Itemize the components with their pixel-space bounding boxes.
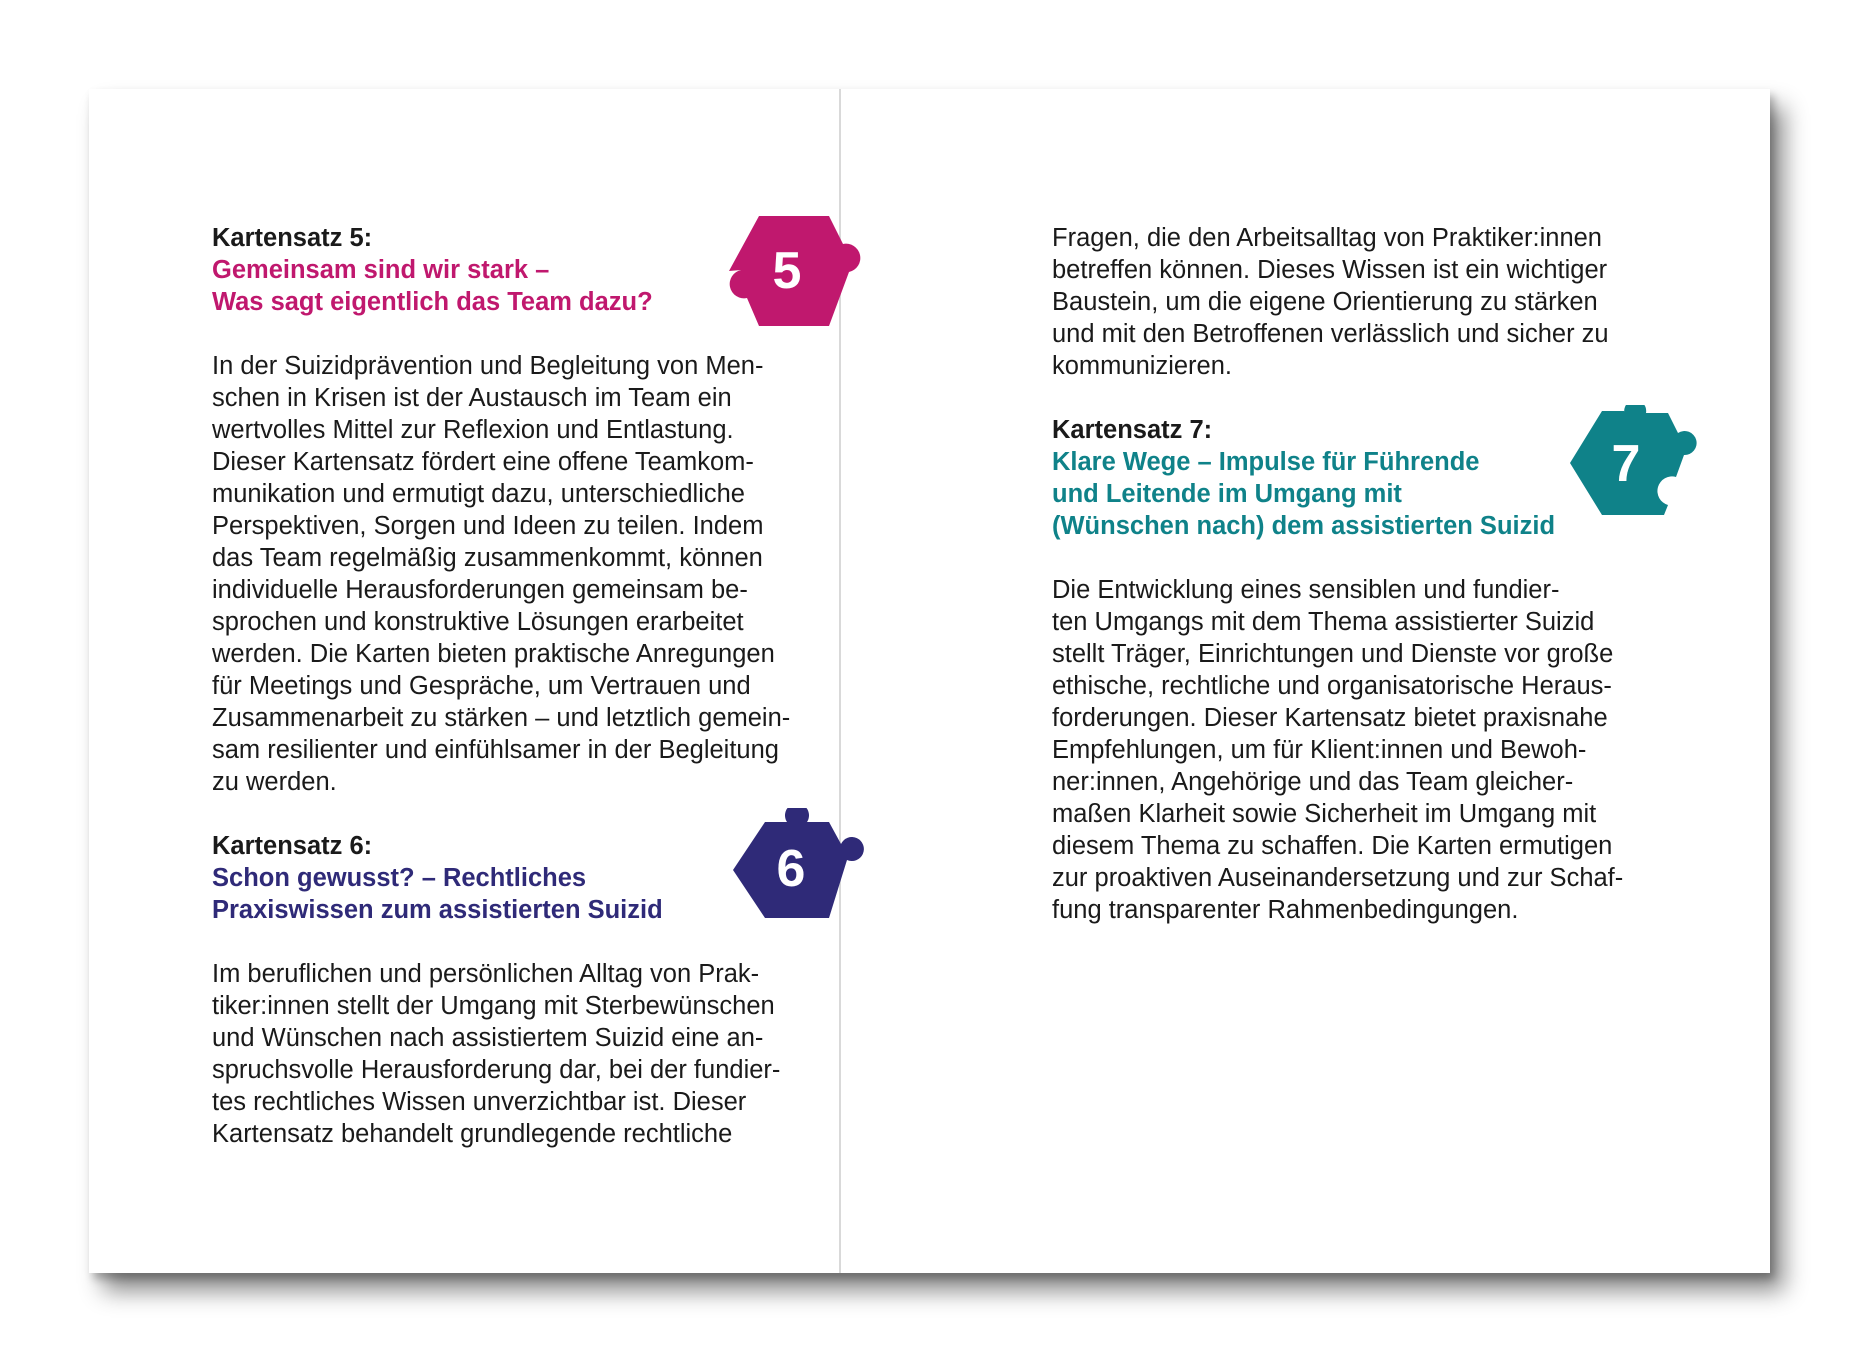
card-set-6-title-line: Praxiswissen zum assistierten Suizid — [212, 896, 663, 924]
body-line: und Wünschen nach assistiertem Suizid eine an- — [212, 1024, 764, 1052]
card-set-7-title-line: (Wünschen nach) dem assistierten Suizid — [1052, 512, 1556, 540]
body-line: sprochen und konstruktive Lösungen erarbeitet — [212, 608, 744, 636]
card-set-5-title-line: Was sagt eigentlich das Team dazu? — [212, 288, 653, 316]
body-line: Dieser Kartensatz fördert eine offene Teamkom- — [212, 448, 754, 476]
body-line: tiker:innen stellt der Umgang mit Sterbewünschen — [212, 992, 775, 1020]
card-set-6-kicker: Kartensatz 6: — [212, 832, 373, 860]
body-line: individuelle Herausforderungen gemeinsam be- — [212, 576, 748, 604]
right-page-column — [1052, 222, 1672, 926]
card-set-5-badge-number: 5 — [772, 242, 802, 300]
body-line: maßen Klarheit sowie Sicherheit im Umgang mit — [1052, 800, 1597, 828]
body-line: werden. Die Karten bieten praktische Anregungen — [212, 640, 775, 668]
card-set-7-title-line: Klare Wege – Impulse für Führende — [1052, 448, 1480, 476]
card-set-6-title-line: Schon gewusst? – Rechtliches — [212, 864, 587, 892]
body-line: fung transparenter Rahmenbedingungen. — [1052, 896, 1519, 924]
body-line: sam resilienter und einfühlsamer in der Begleitung — [212, 736, 779, 764]
card-set-7-badge-number: 7 — [1611, 435, 1641, 493]
card-set-7-kicker: Kartensatz 7: — [1052, 416, 1213, 444]
left-page-column — [212, 222, 812, 1150]
body-line: kommunizieren. — [1052, 352, 1232, 380]
body-line: Im beruflichen und persönlichen Alltag von Prak- — [212, 960, 760, 988]
body-line: Baustein, um die eigene Orientierung zu stärken — [1052, 288, 1598, 316]
card-set-7-title-line: und Leitende im Umgang mit — [1052, 480, 1402, 508]
card-set-5-kicker: Kartensatz 5: — [212, 224, 373, 252]
card-set-5-body — [212, 350, 812, 798]
body-line: Fragen, die den Arbeitsalltag von Praktiker:innen — [1052, 224, 1602, 252]
body-line: forderungen. Dieser Kartensatz bietet praxisnahe — [1052, 704, 1608, 732]
body-line: Empfehlungen, um für Klient:innen und Bewoh- — [1052, 736, 1587, 764]
body-line: stellt Träger, Einrichtungen und Dienste vor große — [1052, 640, 1614, 668]
body-line: betreffen können. Dieses Wissen ist ein wichtiger — [1052, 256, 1608, 284]
card-set-6-section — [212, 830, 812, 1150]
body-line: spruchsvolle Herausforderung dar, bei der fundier- — [212, 1056, 781, 1084]
card-set-6-body — [212, 958, 812, 1150]
card-set-5-puzzle-badge-icon — [725, 212, 863, 330]
card-set-7-puzzle-badge-icon — [1568, 405, 1706, 523]
card-set-6-badge-number: 6 — [776, 840, 806, 898]
body-line: schen in Krisen ist der Austausch im Team ein — [212, 384, 732, 412]
card-set-6-continuation — [1052, 222, 1672, 382]
body-line: diesem Thema zu schaffen. Die Karten ermutigen — [1052, 832, 1613, 860]
body-line: Perspektiven, Sorgen und Ideen zu teilen. Indem — [212, 512, 764, 540]
body-line: wertvolles Mittel zur Reflexion und Entlastung. — [212, 416, 734, 444]
body-line: zu werden. — [212, 768, 337, 796]
body-line: Zusammenarbeit zu stärken – und letztlich gemein- — [212, 704, 791, 732]
body-line: Kartensatz behandelt grundlegende rechtliche — [212, 1120, 733, 1148]
body-line: ner:innen, Angehörige und das Team gleicher- — [1052, 768, 1574, 796]
body-line: ten Umgangs mit dem Thema assistierter Suizid — [1052, 608, 1595, 636]
body-line: und mit den Betroffenen verlässlich und sicher zu — [1052, 320, 1609, 348]
card-set-5-title-line: Gemeinsam sind wir stark – — [212, 256, 550, 284]
body-line: für Meetings und Gespräche, um Vertrauen und — [212, 672, 751, 700]
body-line: zur proaktiven Auseinandersetzung und zur Schaf- — [1052, 864, 1624, 892]
card-set-5-section — [212, 222, 812, 798]
body-line: ethische, rechtliche und organisatorische Heraus- — [1052, 672, 1612, 700]
body-line: Die Entwicklung eines sensiblen und fundier- — [1052, 576, 1560, 604]
body-line: munikation und ermutigt dazu, unterschiedliche — [212, 480, 745, 508]
card-set-6-puzzle-badge-icon — [729, 808, 867, 926]
body-line: In der Suizidprävention und Begleitung von Men- — [212, 352, 764, 380]
body-line: tes rechtliches Wissen unverzichtbar ist. Dieser — [212, 1088, 747, 1116]
body-line: das Team regelmäßig zusammenkommt, können — [212, 544, 763, 572]
card-set-7-body — [1052, 574, 1672, 926]
